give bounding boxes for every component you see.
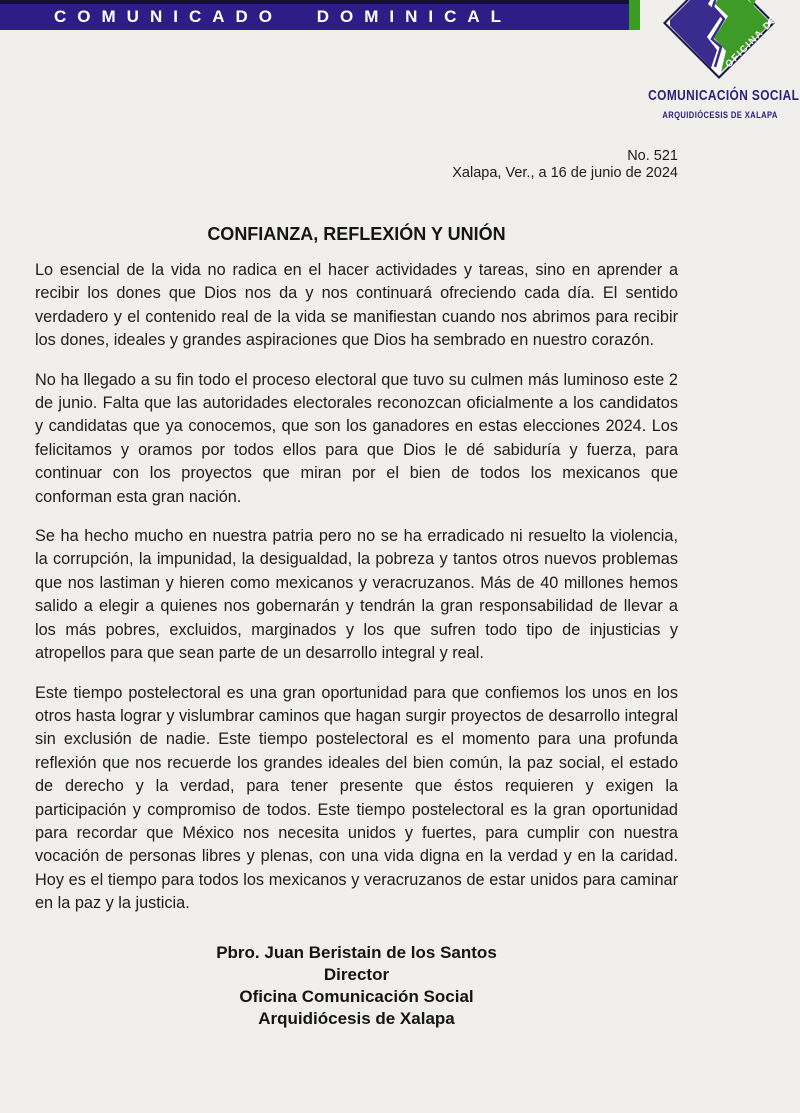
logo-org-block xyxy=(615,88,799,121)
banner xyxy=(0,4,630,30)
logo-diamond-icon xyxy=(663,0,775,79)
logo-diagonal-text: OFICINA DE xyxy=(723,13,775,71)
diocese-logo xyxy=(663,0,775,79)
banner-title: COMUNICADO DOMINICAL xyxy=(54,7,513,26)
paragraph-3: Se ha hecho mucho en nuestra patria pero no se ha erradicado ni resuelto la violencia, la corrupción, la impunidad, la desigualdad, la pobreza y tantos otros nuevos problemas que nos lastiman y hieren como mexicanos y veracruzanos. Más de 40 millones hemos salido a elegir a quienes nos gobernarán y tendrán la gran responsabilidad de llevar a los más pobres, excluidos, marginados y los que sufren todo tipo de injusticias y atropellos para que sean parte de un desarrollo integral y real. xyxy=(35,527,678,663)
letter-title: CONFIANZA, REFLEXIÓN Y UNIÓN xyxy=(207,224,506,244)
signature-name: Pbro. Juan Beristain de los Santos xyxy=(216,942,497,962)
banner-accent-bar xyxy=(629,0,640,30)
dateline: Xalapa, Ver., a 16 de junio de 2024 xyxy=(452,165,678,181)
letter-content xyxy=(35,148,678,1030)
letter-meta xyxy=(35,148,678,182)
org-subname: ARQUIDIÓCESIS DE XALAPA xyxy=(662,110,778,121)
paragraph-4: Este tiempo postelectoral es una gran oportunidad para que confiemos los unos en los otros hasta lograr y vislumbrar caminos que hagan surgir proyectos de desarrollo integral sin exclusión de nadie. Este tiempo postelectoral es el momento para una profunda reflexión que nos recuerde los grandes ideales del bien común, la paz social, el estado de derecho y la verdad, para tener presente que éstos requieren y exigen la participación y compromiso de todos. Este tiempo postelectoral es la gran oportunidad para recordar que México nos necesita unidos y fuertes, para cumplir con nuestra vocación de personas libres y plenas, con una vida digna en la verdad y en la caridad. Hoy es el tiempo para todos los mexicanos y veracruzanos de estar unidos para caminar en la paz y la justicia. xyxy=(35,683,678,913)
signature-org: Arquidiócesis de Xalapa xyxy=(258,1008,455,1028)
paragraph-1: Lo esencial de la vida no radica en el hacer actividades y tareas, sino en aprender a recibir los dones que Dios nos da y nos continuará ofreciendo cada día. El sentido verdadero y el contenido real de la vida se manifiestan cuando nos abrimos para recibir los dones, ideales y grandes aspiraciones que Dios ha sembrado en nuestro corazón. xyxy=(35,261,678,350)
org-name: COMUNICACIÓN SOCIAL xyxy=(647,88,799,104)
paragraph-2: No ha llegado a su fin todo el proceso electoral que tuvo su culmen más luminoso este 2 de junio. Falta que las autoridades electorales reconozcan oficialmente a los candidatos y candidatas que ya conocemos, que son los ganadores en estas elecciones 2024. Los felicitamos y oramos por todos ellos para que Dios le dé sabiduría y fuerza, para continuar con los proyectos que miran por el bien de todos los mexicanos que conforman esta gran nación. xyxy=(35,370,678,506)
signature-office: Oficina Comunicación Social xyxy=(239,986,474,1006)
signature-block xyxy=(35,942,678,1030)
signature-role: Director xyxy=(323,964,390,984)
document-number: No. 521 xyxy=(627,148,678,164)
